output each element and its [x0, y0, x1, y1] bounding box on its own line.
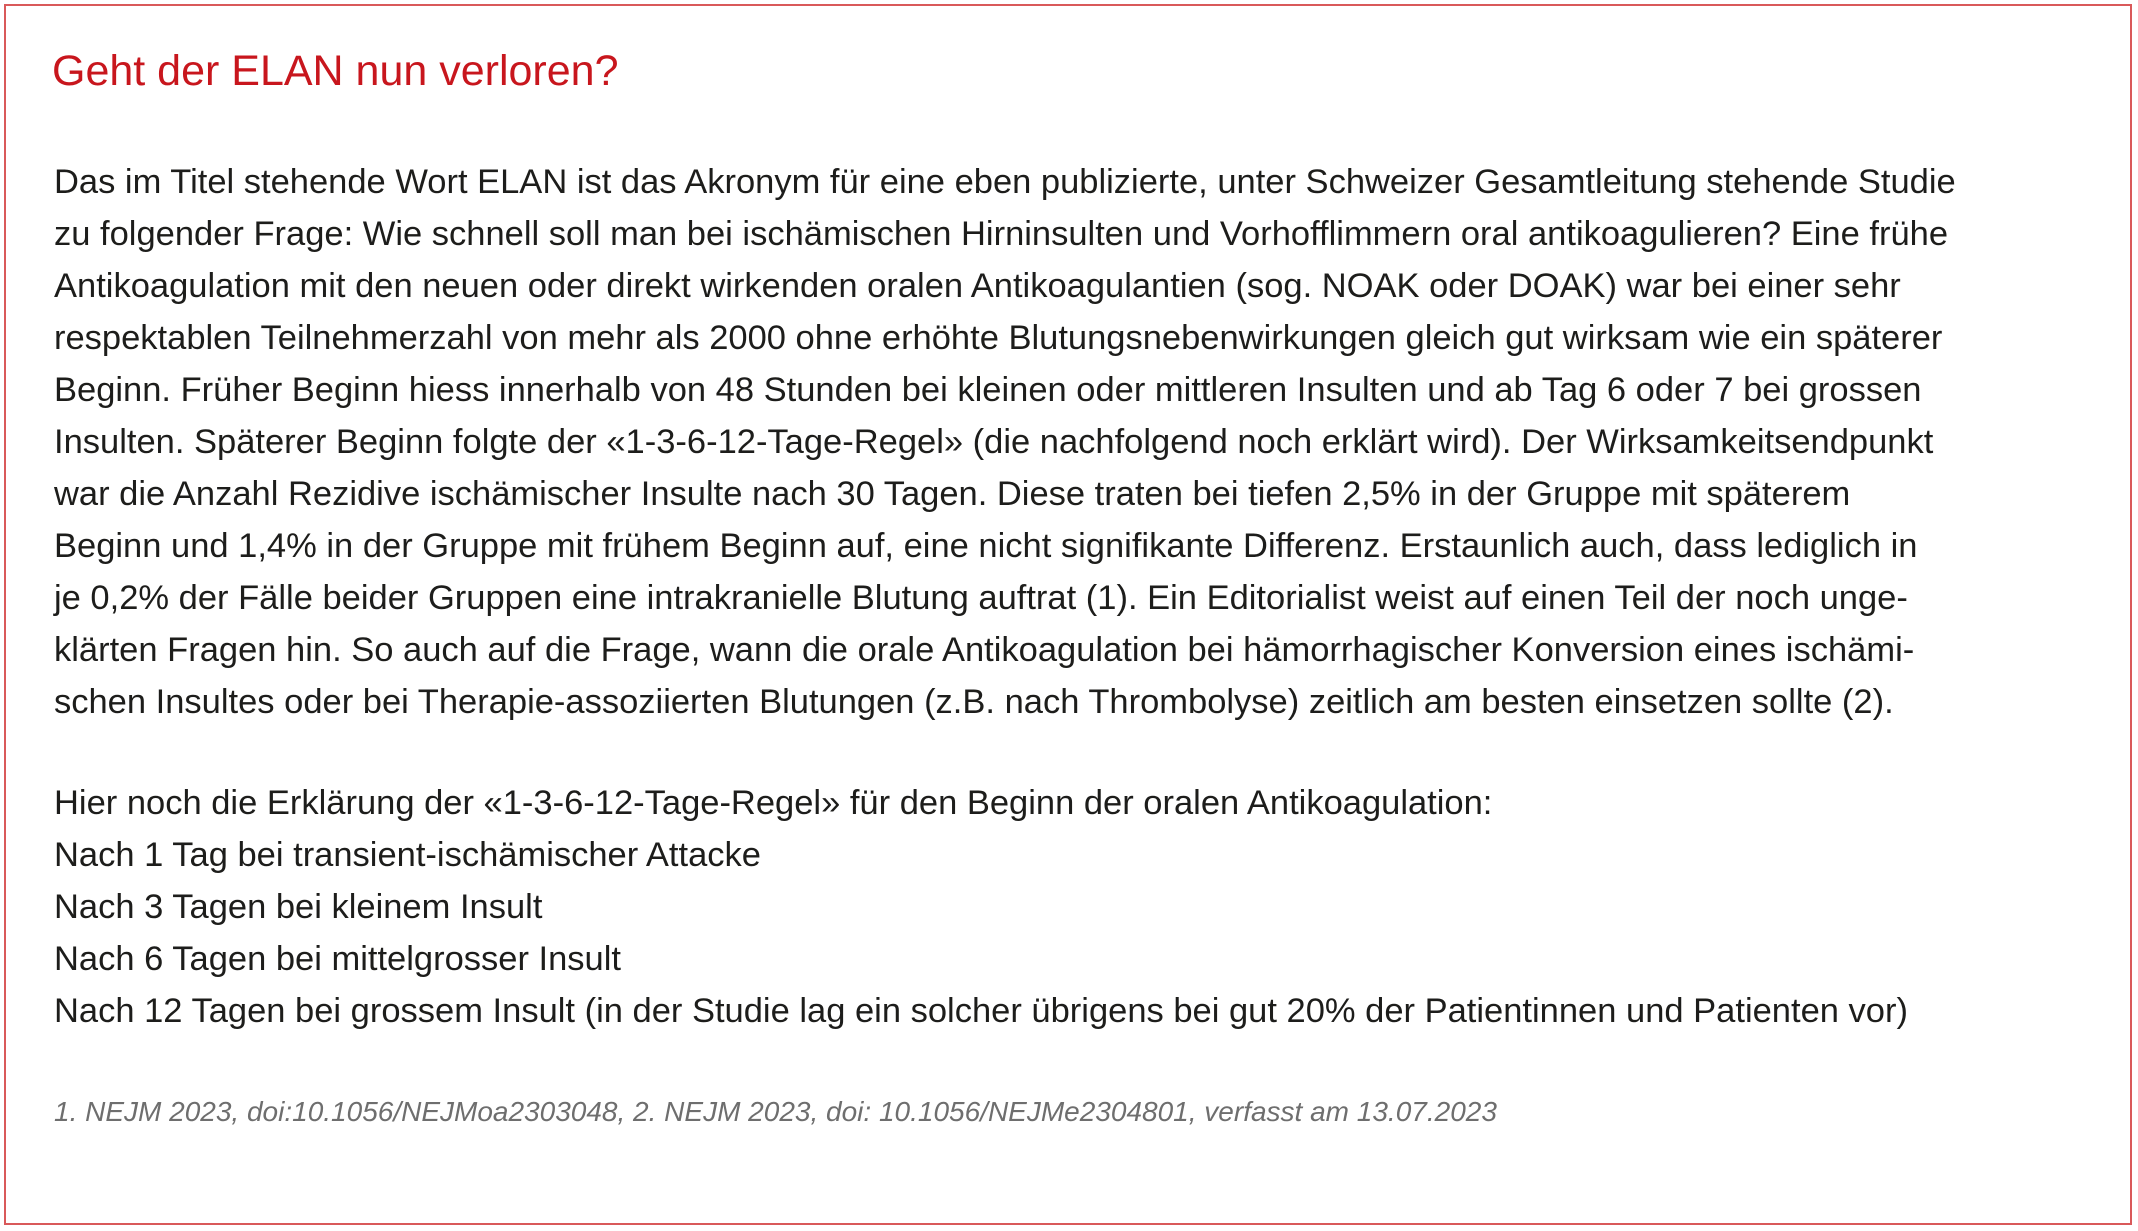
article-box [4, 4, 2132, 1225]
rule-item: Nach 12 Tagen bei grossem Insult (in der Studie lag ein solcher übrigens bei gut 20% der Patientinnen und Patienten vor) [54, 992, 1908, 1030]
paragraph-line: Antikoagulation mit den neuen oder direkt wirkenden oralen Antikoagulantien (sog. NOAK oder DOAK) war bei einer sehr [54, 267, 1901, 305]
paragraph-line: respektablen Teilnehmerzahl von mehr als 2000 ohne erhöhte Blutungsnebenwirkungen gleich gut wirksam wie ein späterer [54, 319, 1943, 357]
rule-list [54, 777, 1908, 1037]
paragraph-line: war die Anzahl Rezidive ischämischer Insulte nach 30 Tagen. Diese traten bei tiefen 2,5% in der Gruppe mit späterem [54, 475, 1851, 513]
article-paragraph [54, 156, 2104, 728]
paragraph-line: je 0,2% der Fälle beider Gruppen eine intrakranielle Blutung auftrat (1). Ein Editorialist weist auf einen Teil der noch unge- [54, 579, 1908, 617]
paragraph-line: Beginn und 1,4% in der Gruppe mit frühem Beginn auf, eine nicht signifikante Differenz. Erstaunlich auch, dass lediglich in [54, 527, 1918, 565]
references: 1. NEJM 2023, doi:10.1056/NEJMoa2303048, 2. NEJM 2023, doi: 10.1056/NEJMe2304801, verfasst am 13.07.2023 [54, 1096, 1497, 1127]
paragraph-line: Beginn. Früher Beginn hiess innerhalb von 48 Stunden bei kleinen oder mittleren Insulten und ab Tag 6 oder 7 bei grossen [54, 371, 1922, 409]
article-title: Geht der ELAN nun verloren? [52, 47, 619, 95]
paragraph-line: schen Insultes oder bei Therapie-assoziierten Blutungen (z.B. nach Thrombolyse) zeitlich am besten einsetzen sollte (2). [54, 683, 1894, 721]
paragraph-line: zu folgender Frage: Wie schnell soll man bei ischämischen Hirninsulten und Vorhofflimmern oral antikoagulieren? Eine frühe [54, 215, 1949, 253]
rule-intro: Hier noch die Erklärung der «1-3-6-12-Tage-Regel» für den Beginn der oralen Antikoagulation: [54, 784, 1493, 822]
rule-item: Nach 1 Tag bei transient-ischämischer Attacke [54, 836, 761, 874]
paragraph-line: Insulten. Späterer Beginn folgte der «1-3-6-12-Tage-Regel» (die nachfolgend noch erklärt wird). Der Wirksamkeitsendpunkt [54, 423, 1934, 461]
rule-item: Nach 6 Tagen bei mittelgrosser Insult [54, 940, 621, 978]
paragraph-line: klärten Fragen hin. So auch auf die Frage, wann die orale Antikoagulation bei hämorrhagischer Konversion eines ischämi- [54, 631, 1915, 669]
paragraph-line: Das im Titel stehende Wort ELAN ist das Akronym für eine eben publizierte, unter Schweizer Gesamtleitung stehende Studie [54, 163, 1956, 201]
rule-item: Nach 3 Tagen bei kleinem Insult [54, 888, 543, 926]
